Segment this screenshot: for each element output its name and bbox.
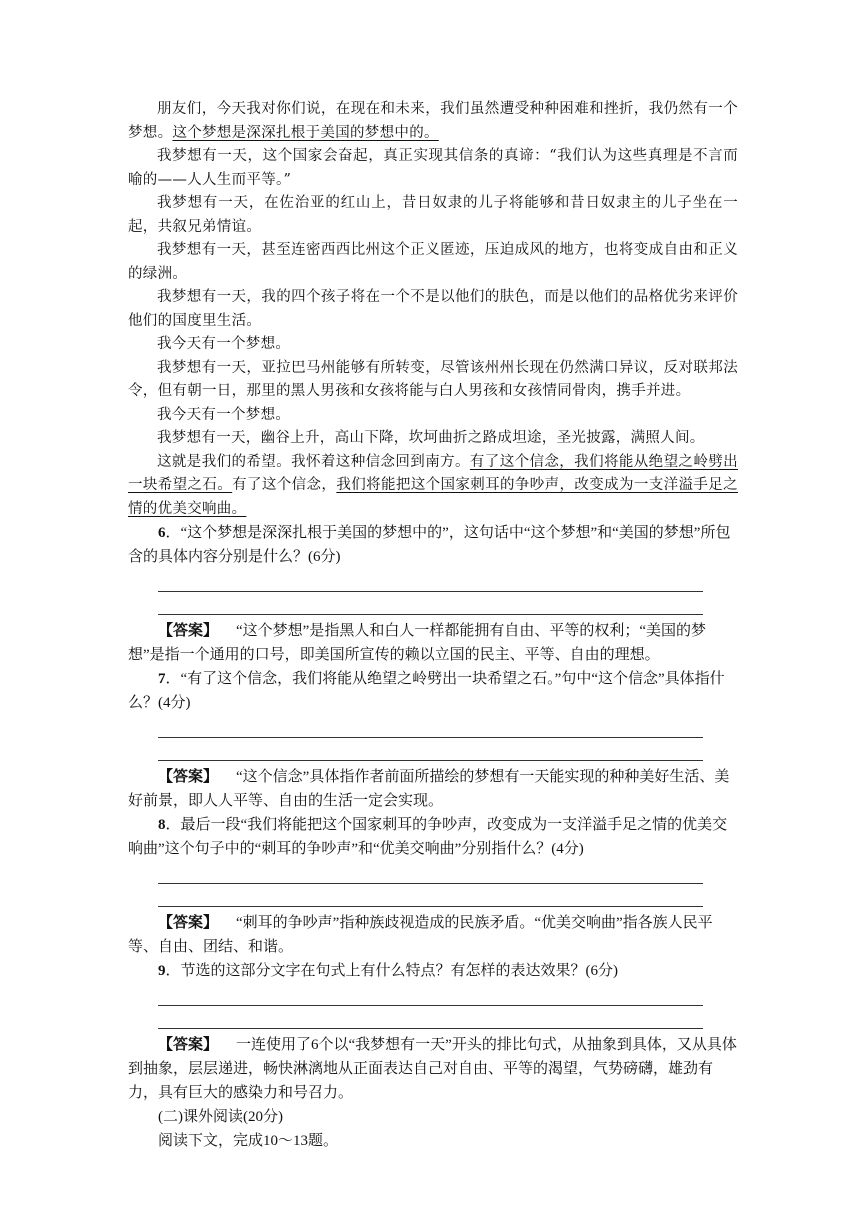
answer-blank-line[interactable] xyxy=(158,715,703,738)
passage-paragraph xyxy=(128,427,738,451)
question-prompt: ．“有了这个信念，我们将能从绝望之岭劈出一块希望之石。”句中“这个信念”具体指什么？(4分) xyxy=(128,671,725,711)
passage-text: 我梦想有一天，甚至连密西西比州这个正义匿迹，压迫成风的地方，也将变成自由和正义的绿洲。 xyxy=(128,242,738,282)
answer-text xyxy=(128,911,738,959)
answer-label: 【答案】 xyxy=(158,1037,219,1053)
passage-paragraph xyxy=(128,192,738,239)
passage-paragraph xyxy=(128,145,738,192)
question-number: 7 xyxy=(158,671,166,687)
answer-content: 一连使用了6个以“我梦想有一天”开头的排比句式，从抽象到具体，又从具体到抽象，层层递进，畅快淋漓地从正面表达自己对自由、平等的渴望，气势磅礴，雄劲有力，具有巨大的感染力和号召力。 xyxy=(128,1037,737,1101)
question-number: 8 xyxy=(158,817,166,833)
passage-paragraph xyxy=(128,451,738,522)
questions xyxy=(128,521,738,1105)
question-block xyxy=(128,521,738,667)
answer-label: 【答案】 xyxy=(158,623,219,639)
passage-paragraph xyxy=(128,286,738,333)
question-text xyxy=(128,813,738,861)
passage-text: 有了这个信念， xyxy=(232,477,337,493)
question-prompt: ．最后一段“我们将能把这个国家刺耳的争吵声，改变成为一支洋溢手足之情的优美交响曲”这个句子中的“刺耳的争吵声”和“优美交响曲”分别指什么？(4分) xyxy=(128,817,728,857)
underlined-sentence: 有了这个信念，我们将能从绝望之岭劈出一块希望之石。 xyxy=(128,453,738,493)
passage-text: 我梦想有一天，我的四个孩子将在一个不是以他们的肤色，而是以他们的品格优劣来评价他们的国度里生活。 xyxy=(128,289,738,329)
passage-paragraph xyxy=(128,333,738,357)
answer-label: 【答案】 xyxy=(158,769,219,785)
question-number: 9 xyxy=(158,963,166,979)
answer-blank-line[interactable] xyxy=(158,884,703,907)
question-block xyxy=(128,813,738,959)
passage-paragraph xyxy=(128,239,738,286)
question-prompt: ．“这个梦想是深深扎根于美国的梦想中的”，这句话中“这个梦想”和“美国的梦想”所包含的具体内容分别是什么？(6分) xyxy=(128,525,731,565)
document-content xyxy=(128,98,738,1153)
passage-text: 我今天有一个梦想。 xyxy=(157,406,291,423)
answer-content: “这个信念”具体指作者前面所描绘的梦想有一天能实现的种种美好生活、美好前景，即人人平等、自由的生活一定会实现。 xyxy=(128,769,730,809)
answer-text xyxy=(128,1033,738,1105)
passage-text: 我梦想有一天，幽谷上升，高山下降，坎坷曲折之路成坦途，圣光披露，满照人间。 xyxy=(157,430,705,446)
passage-text: 我今天有一个梦想。 xyxy=(157,336,291,352)
passage-text: 朋友们，今天我对你们说，在现在和未来，我们虽然遭受种种困难和挫折，我仍然有一个梦想。 xyxy=(128,101,738,141)
underlined-sentence: 我们将能把这个国家刺耳的争吵声，改变成为一支洋溢手足之情的优美交响曲。 xyxy=(128,477,738,517)
answer-content: “刺耳的争吵声”指种族歧视造成的民族矛盾。“优美交响曲”指各族人民平等、自由、团结、和谐。 xyxy=(128,915,713,955)
section-title: (二)课外阅读(20分) xyxy=(158,1109,283,1125)
passage-text: 这就是我们的希望。我怀着这种信念回到南方。 xyxy=(157,453,470,470)
question-prompt: ．节选的这部分文字在句式上有什么特点？有怎样的表达效果？(6分) xyxy=(165,963,618,979)
question-text xyxy=(128,521,738,569)
passage-text: 我梦想有一天，亚拉巴马州能够有所转变，尽管该州州长现在仍然满口异议，反对联邦法令，但有朝一日，那里的黑人男孩和女孩将能与白人男孩和女孩情同骨肉，携手并进。 xyxy=(128,359,738,399)
answer-blank-line[interactable] xyxy=(158,569,703,592)
passage xyxy=(128,98,738,521)
question-number: 6 xyxy=(158,525,166,541)
answer-blank-line[interactable] xyxy=(158,738,703,761)
question-block xyxy=(128,959,738,1105)
answer-blank-line[interactable] xyxy=(158,1006,703,1029)
answer-text xyxy=(128,765,738,813)
passage-paragraph xyxy=(128,404,738,428)
answer-blank-line[interactable] xyxy=(158,861,703,884)
question-block xyxy=(128,667,738,813)
answer-content: “这个梦想”是指黑人和白人一样都能拥有自由、平等的权利；“美国的梦想”是指一个通用的口号，即美国所宣传的赖以立国的民主、平等、自由的理想。 xyxy=(128,623,706,663)
question-text xyxy=(128,959,738,983)
passage-paragraph xyxy=(128,357,738,404)
question-text xyxy=(128,667,738,715)
passage-paragraph xyxy=(128,98,738,145)
answer-blank-line[interactable] xyxy=(158,592,703,615)
underlined-sentence: 这个梦想是深深扎根于美国的梦想中的。 xyxy=(172,124,439,141)
section-instruction: 阅读下文，完成10～13题。 xyxy=(158,1133,339,1149)
passage-text: 我梦想有一天，这个国家会奋起，真正实现其信条的真谛：“我们认为这些真理是不言而喻的——人人生而平等。” xyxy=(128,148,738,188)
answer-blank-line[interactable] xyxy=(158,983,703,1006)
answer-text xyxy=(128,619,738,667)
answer-label: 【答案】 xyxy=(158,915,219,931)
passage-text: 我梦想有一天，在佐治亚的红山上，昔日奴隶的儿子将能够和昔日奴隶主的儿子坐在一起，共叙兄弟情谊。 xyxy=(128,195,738,235)
